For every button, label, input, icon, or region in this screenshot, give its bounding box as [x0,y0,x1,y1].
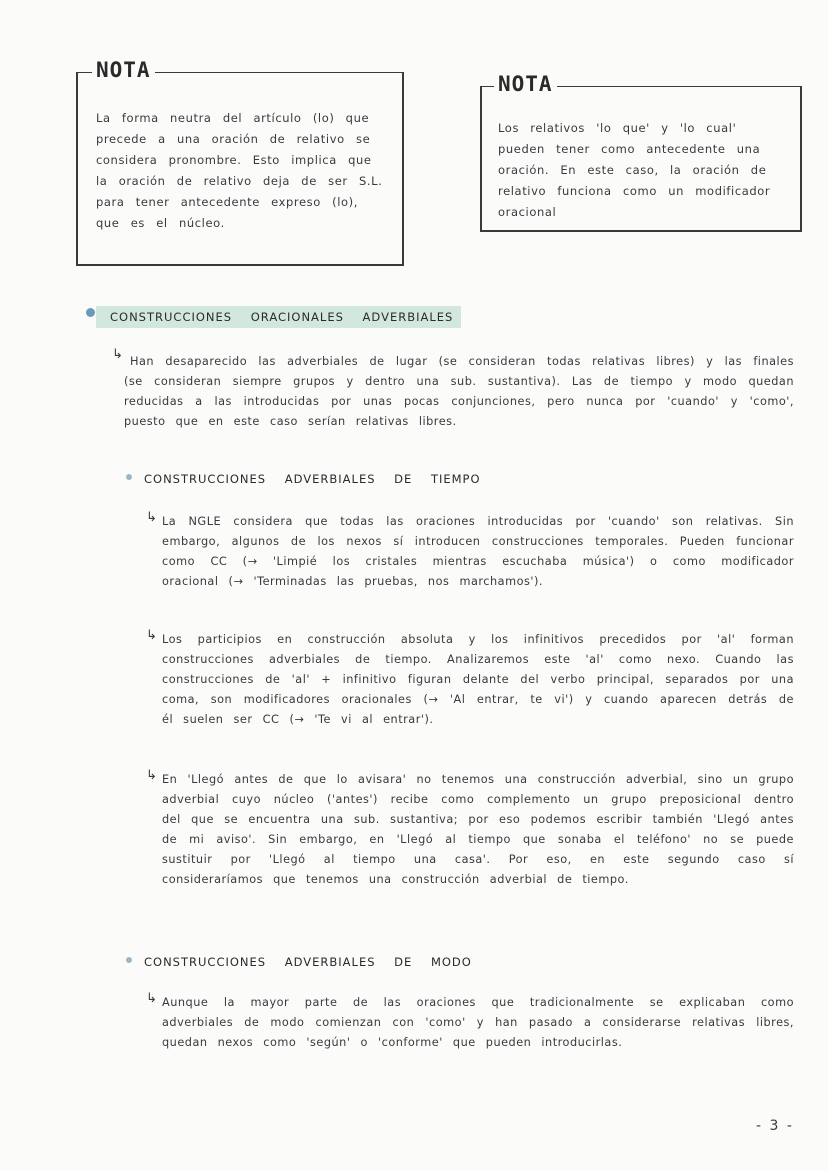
subsection-bullet-icon [126,474,132,480]
subsection-title-modo: CONSTRUCCIONES ADVERBIALES DE MODO [144,955,472,969]
page-number: - 3 - [756,1118,794,1134]
paragraph-tiempo-1: La NGLE considera que todas las oraciones introducidas por 'cuando' son relativas. Sin embargo, algunos de los nexos sí introducen construcciones temporales. Pueden funcionar como CC (→ 'Limpié los cristales mientras escuchaba música') o como modificador oracional (→ 'Terminadas las pruebas, nos marchamos'). [162,515,794,588]
note-1-body: La forma neutra del artículo (lo) que precede a una oración de relativo se considera pronombre. Esto implica que la oración de relativo deja de ser S.L. para tener antecedente expreso (lo), que es el núcleo. [96,111,383,230]
paragraph-modo-1: Aunque la mayor parte de las oraciones que tradicionalmente se explicaban como adverbiales de modo comienzan con 'como' y han pasado a considerarse relativas libres, quedan nexos como 'según' o 'conforme' que pueden introducirlas. [162,996,794,1049]
arrow-icon: ↳ [146,510,157,525]
arrow-icon: ↳ [146,628,157,643]
section-title: CONSTRUCCIONES ORACIONALES ADVERBIALES [96,306,461,328]
note-1-title: NOTA [92,58,155,82]
arrow-icon: ↳ [146,768,157,783]
arrow-icon: ↳ [146,991,157,1006]
arrow-icon: ↳ [112,347,123,362]
section-intro: Han desaparecido las adverbiales de lugar (se consideran todas relativas libres) y las finales (se consideran siempre grupos y dentro una sub. sustantiva). Las de tiempo y modo quedan reducidas a las introducidas por unas pocas conjunciones, pero nunca por 'cuando' y 'como', puesto que en este caso serían relativas libres. [124,355,794,428]
subsection-bullet-icon [126,957,132,963]
note-2-body: Los relativos 'lo que' y 'lo cual' pueden tener como antecedente una oración. En este caso, la oración de relativo funciona como un modificador oracional [498,121,771,219]
paragraph-tiempo-3: En 'Llegó antes de que lo avisara' no tenemos una construcción adverbial, sino un grupo adverbial cuyo núcleo ('antes') recibe como complemento un grupo preposicional dentro del que se encuentra una sub. sustantiva; por eso podemos escribir también 'Llegó antes de mi aviso'. Sin embargo, en 'Llegó al tiempo que sonaba el teléfono' no se puede sustituir por 'Llegó al tiempo una casa'. Por eso, en este segundo caso sí consideraríamos que tenemos una construcción adverbial de tiempo. [162,773,794,886]
paragraph-tiempo-2: Los participios en construcción absoluta y los infinitivos precedidos por 'al' forman construcciones adverbiales de tiempo. Analizaremos este 'al' como nexo. Cuando las construcciones de 'al' + infinitivo figuran delante del verbo principal, separados por una coma, son modificadores oracionales (→ 'Al entrar, te vi') y cuando aparecen detrás de él suelen ser CC (→ 'Te vi al entrar'). [162,633,794,726]
section-bullet-icon [86,308,95,317]
note-2-title: NOTA [494,72,557,96]
subsection-title-tiempo: CONSTRUCCIONES ADVERBIALES DE TIEMPO [144,472,481,486]
